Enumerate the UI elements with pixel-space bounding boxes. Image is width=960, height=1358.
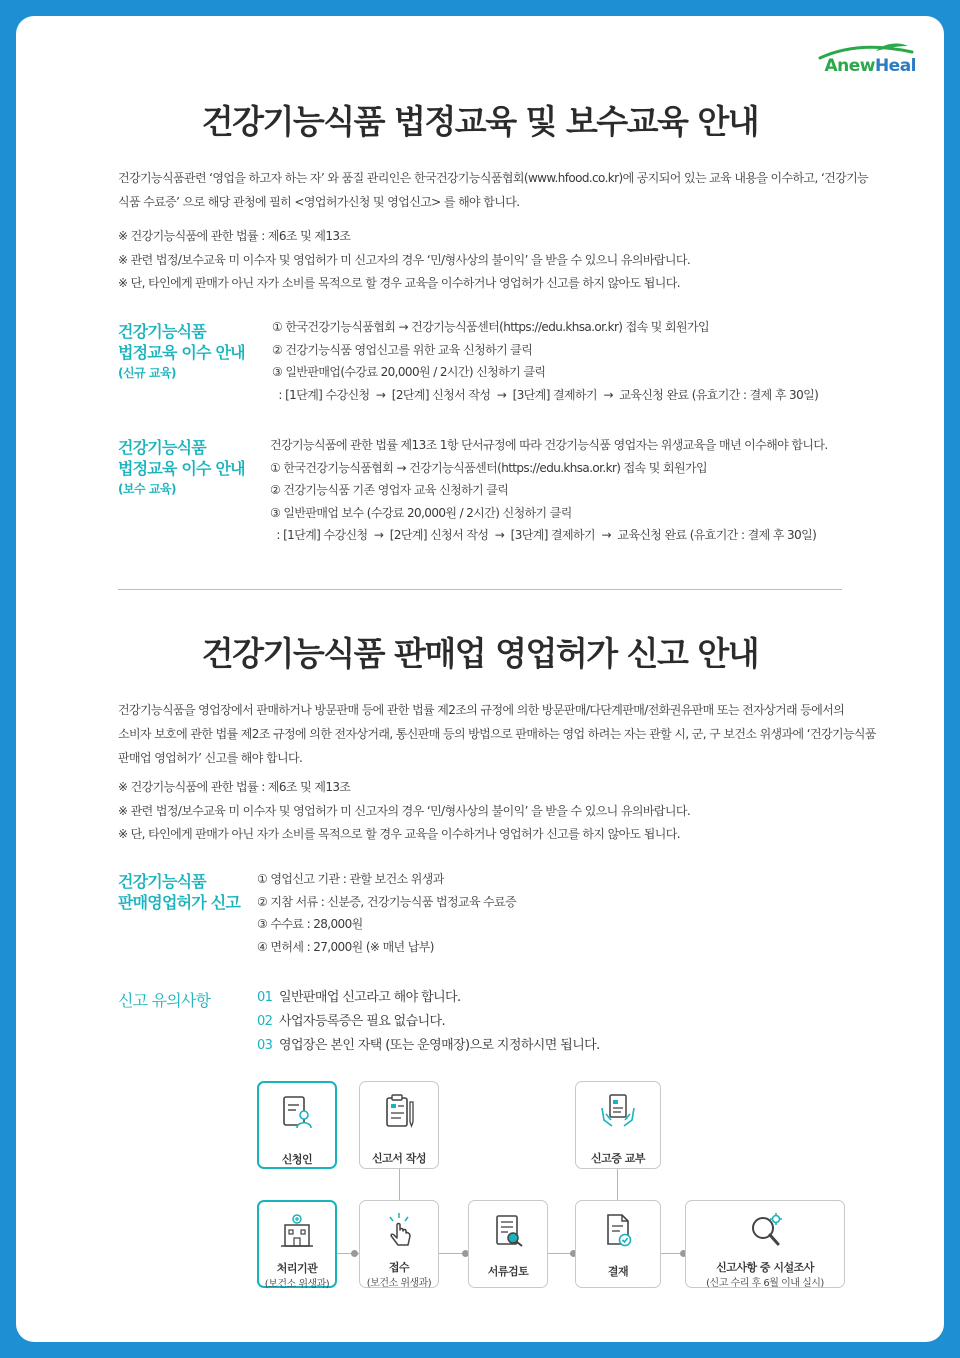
caution-text: 일반판매업 신고라고 해야 합니다. (279, 990, 461, 1005)
step-item: : [1단계] 수강신청 → [2단계] 신청서 작성 → [3단계] 결제하기 → 교육신청 완료 (유효기간 : 결제 후 30일) (270, 528, 817, 542)
document-check-icon (576, 1211, 660, 1251)
step-item: ② 건강기능식품 영업신고를 위한 교육 신청하기 클릭 (272, 342, 533, 357)
heading-line: 건강기능식품 (118, 438, 206, 457)
intro-line: 건강기능식품관련 ‘영업을 하고자 하는 자’ 와 품질 관리인은 한국건강기능식품협회(www.hfood.co.kr)에 공지되어 있는 교육 내용을 이수하고, ‘건강기능 (118, 171, 869, 185)
flow-step-receive (359, 1200, 439, 1288)
page-card (16, 16, 944, 1342)
step-item: : [1단계] 수강신청 → [2단계] 신청서 작성 → [3단계] 결제하기 → 교육신청 완료 (유효기간 : 결제 후 30일) (272, 387, 819, 402)
step-item: 건강기능식품에 관한 법률 제13조 1항 단서규정에 따라 건강기능식품 영업자는 위생교육을 매년 이수해야 합니다. (270, 438, 828, 452)
heading-line: 신고 유의사항 (118, 991, 211, 1010)
flow-sublabel: (보건소 위생과) (264, 1279, 330, 1290)
flow-step-applicant (257, 1081, 337, 1169)
clipboard-pen-icon (360, 1092, 438, 1132)
hands-certificate-icon (576, 1092, 660, 1132)
document-magnifier-icon (469, 1211, 547, 1251)
search-gear-icon (686, 1211, 844, 1251)
section2-title: 건강기능식품 판매업 영업허가 신고 안내 (201, 634, 759, 673)
step-item: ① 한국건강기능식품협회 → 건강기능식품센터(https://edu.khsa.or.kr) 접속 및 회원가입 (272, 320, 709, 334)
logo-text-anew: Anew (824, 56, 875, 76)
flow-label: 접수 (388, 1261, 410, 1274)
flow-step-approve (575, 1200, 661, 1288)
step-item: ① 한국건강기능식품협회 → 건강기능식품센터(https://edu.khsa.or.kr) 접속 및 회원가입 (270, 460, 707, 475)
flow-sublabel: (보건소 위생과) (366, 1278, 432, 1289)
step-item: ① 영업신고 기관 : 관할 보건소 위생과 (257, 872, 444, 886)
caution-number: 02 (257, 1014, 273, 1029)
flow-step-inspect (685, 1200, 845, 1288)
step-item: ③ 일반판매업 보수 (수강료 20,000원 / 2시간) 신청하기 클릭 (270, 505, 572, 520)
logo-text-heal: Heal (874, 56, 916, 76)
flow-label: 신고증 교부 (591, 1152, 645, 1165)
tap-hand-icon (360, 1211, 438, 1251)
note-item: ※ 관련 법정/보수교육 미 이수자 및 영업허가 미 신고자의 경우 ‘민/형사상의 불이익’ 을 받을 수 있으니 유의바랍니다. (118, 803, 691, 818)
connector-dot (351, 1250, 358, 1257)
process-flow (16, 16, 944, 1342)
intro-line: 판매업 영업허가’ 신고를 해야 합니다. (118, 751, 303, 765)
step-item: ③ 일반판매업(수강료 20,000원 / 2시간) 신청하기 클릭 (272, 365, 546, 379)
step-item: ③ 수수료 : 28,000원 (257, 917, 363, 931)
applicant-document-icon (259, 1093, 335, 1133)
flow-label: 신고서 작성 (372, 1152, 426, 1165)
note-item: ※ 건강기능식품에 관한 법률 : 제6조 및 제13조 (118, 780, 351, 794)
flow-step-review (468, 1200, 548, 1288)
intro-line: 건강기능식품을 영업장에서 판매하거나 방문판매 등에 관한 법률 제2조의 규정에 의한 방문판매/다단계판매/전화권유판매 또는 전자상거래 등에서의 (118, 703, 845, 717)
note-item: ※ 관련 법정/보수교육 미 이수자 및 영업허가 미 신고자의 경우 ‘민/형사상의 불이익’ 을 받을 수 있으니 유의바랍니다. (118, 252, 691, 267)
flow-label: 처리기관 (276, 1262, 318, 1275)
hospital-building-icon (259, 1212, 335, 1252)
step-item: ④ 면허세 : 27,000원 (※ 매년 납부) (257, 939, 434, 954)
heading-line: 건강기능식품 (118, 872, 206, 891)
note-item: ※ 건강기능식품에 관한 법률 : 제6조 및 제13조 (118, 229, 351, 243)
intro-line: 식품 수료증’ 으로 해당 관청에 필히 <영업허가신청 및 영업신고> 를 해야 합니다. (118, 195, 520, 209)
intro-line: 소비자 보호에 관한 법률 제2조 규정에 의한 전자상거래, 통신판매 등의 방법으로 판매하는 영업 하려는 자는 관할 시, 군, 구 보건소 위생과에 ‘건강기능식품 (118, 727, 876, 741)
flow-label: 신청인 (281, 1153, 313, 1166)
section1-title: 건강기능식품 법정교육 및 보수교육 안내 (201, 102, 759, 141)
flow-label: 신고사항 중 시설조사 (716, 1261, 814, 1274)
flow-sublabel: (신고 수리 후 6월 이내 실시) (706, 1278, 824, 1289)
caution-text: 사업자등록증은 필요 없습니다. (279, 1014, 446, 1029)
step-item: ② 지참 서류 : 신분증, 건강기능식품 법정교육 수료증 (257, 894, 517, 909)
note-item: ※ 단, 타인에게 판매가 아닌 자가 소비를 목적으로 할 경우 교육을 이수하거나 영업허가 신고를 하지 않아도 됩니다. (118, 827, 680, 841)
flow-label: 결재 (607, 1265, 629, 1278)
caution-number: 03 (257, 1038, 273, 1053)
step-item: ② 건강기능식품 기존 영업자 교육 신청하기 클릭 (270, 483, 509, 497)
caution-number: 01 (257, 990, 273, 1005)
flow-label: 서류검토 (487, 1265, 529, 1278)
heading-line: 판매영업허가 신고 (118, 893, 241, 912)
heading-line: 법정교육 이수 안내 (118, 459, 245, 478)
heading-line: 건강기능식품 (118, 322, 206, 341)
heading-sub: (신규 교육) (118, 366, 177, 380)
flow-step-write (359, 1081, 439, 1169)
heading-line: 법정교육 이수 안내 (118, 343, 245, 362)
heading-sub: (보수 교육) (118, 482, 177, 496)
flow-step-issue (575, 1081, 661, 1169)
note-item: ※ 단, 타인에게 판매가 아닌 자가 소비를 목적으로 할 경우 교육을 이수하거나 영업허가 신고를 하지 않아도 됩니다. (118, 276, 680, 290)
caution-text: 영업장은 본인 자택 (또는 운영매장)으로 지정하시면 됩니다. (279, 1038, 600, 1053)
flow-step-agency (257, 1200, 337, 1288)
